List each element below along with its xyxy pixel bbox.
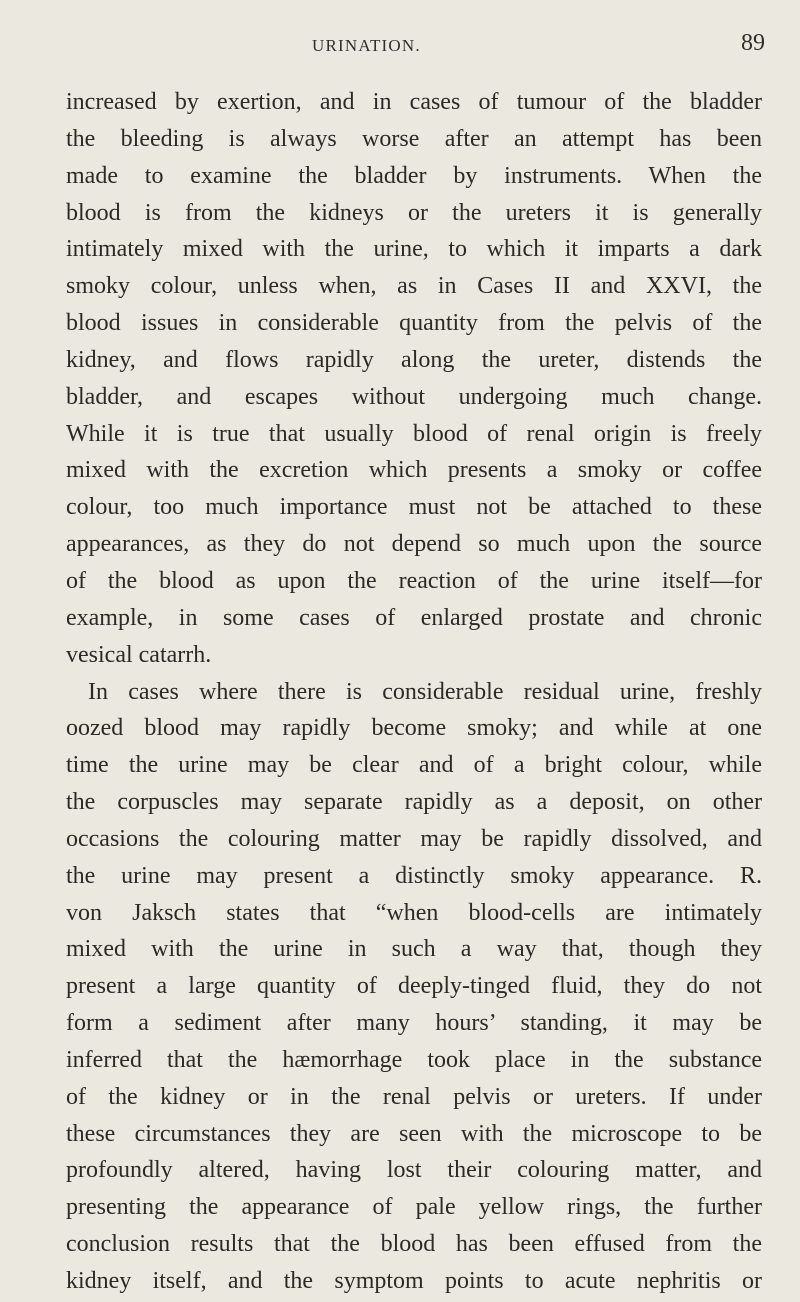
text-line: the corpuscles may separate rapidly as a deposit, on other: [66, 789, 762, 816]
text-line: of the blood as upon the reaction of the urine itself—for: [66, 567, 762, 594]
text-line: appearances, as they do not depend so much upon the source: [66, 531, 762, 558]
text-line: smoky colour, unless when, as in Cases II and XXVI, the: [66, 273, 762, 300]
text-line: increased by exertion, and in cases of tumour of the bladder: [66, 89, 762, 115]
text-line: inferred that the hæmorrhage took place in the substance: [66, 1046, 762, 1073]
text-line: profoundly altered, having lost their colouring matter, and: [66, 1157, 762, 1184]
text-line: form a sediment after many hours’ standing, it may be: [66, 1010, 762, 1037]
text-line: colour, too much importance must not be attached to these: [66, 494, 762, 521]
running-header: [0, 30, 800, 70]
text-line: vesical catarrh.: [66, 641, 212, 668]
body-text: [66, 84, 762, 1300]
text-line: kidney, and flows rapidly along the ureter, distends the: [66, 346, 762, 373]
text-line: mixed with the excretion which presents a smoky or coffee: [66, 457, 762, 484]
running-title: URINATION.: [312, 36, 421, 55]
text-line: of the kidney or in the renal pelvis or ureters. If under: [66, 1083, 762, 1110]
text-line: occasions the colouring matter may be rapidly dissolved, and: [66, 825, 762, 852]
page-number: 89: [741, 30, 765, 56]
text-line: blood issues in considerable quantity from the pelvis of the: [66, 310, 762, 337]
text-line: the urine may present a distinctly smoky appearance. R.: [66, 862, 762, 889]
text-line: these circumstances they are seen with the microscope to be: [66, 1120, 762, 1147]
text-line: kidney itself, and the symptom points to acute nephritis or: [66, 1268, 762, 1294]
text-line: bladder, and escapes without undergoing much change.: [66, 383, 762, 410]
text-line: In cases where there is considerable residual urine, freshly: [88, 678, 762, 705]
text-line: While it is true that usually blood of renal origin is freely: [66, 420, 762, 447]
text-line: mixed with the urine in such a way that, though they: [66, 936, 762, 963]
text-line: presenting the appearance of pale yellow rings, the further: [66, 1194, 762, 1221]
text-line: conclusion results that the blood has been effused from the: [66, 1231, 762, 1258]
text-line: oozed blood may rapidly become smoky; and while at one: [66, 715, 762, 742]
text-line: von Jaksch states that “when blood-cells are intimately: [66, 899, 762, 926]
text-line: made to examine the bladder by instruments. When the: [66, 162, 762, 189]
text-line: time the urine may be clear and of a bright colour, while: [66, 752, 762, 779]
text-line: example, in some cases of enlarged prostate and chronic: [66, 604, 762, 631]
text-line: present a large quantity of deeply-tinged fluid, they do not: [66, 973, 762, 1000]
text-line: intimately mixed with the urine, to which it imparts a dark: [66, 236, 762, 263]
text-line: the bleeding is always worse after an attempt has been: [66, 125, 762, 152]
text-line: blood is from the kidneys or the ureters it is generally: [66, 199, 762, 226]
